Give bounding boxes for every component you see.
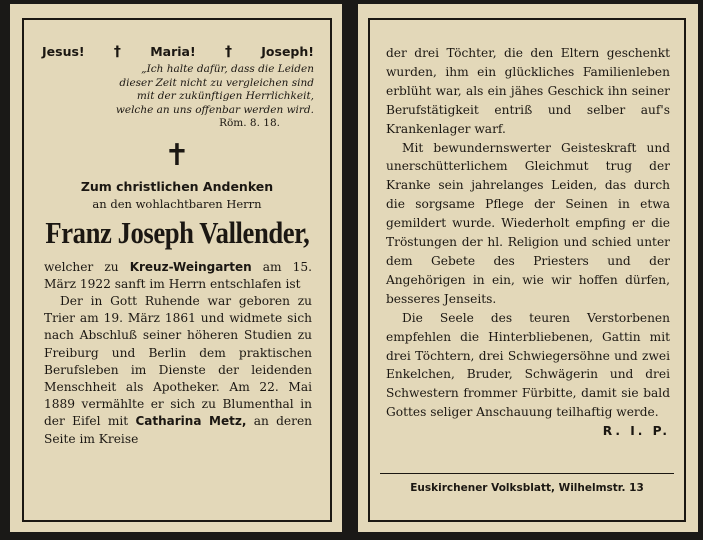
small-cross-icon: † <box>113 44 121 60</box>
small-cross-icon: † <box>224 44 232 60</box>
quote-line: „Ich halte dafür, dass die Leiden <box>141 63 314 75</box>
prayer-paragraph: Die Seele des teuren Verstorbenen empfehlen die Hinterbliebenen, Gattin mit drei Töchtern, drei Schwiegersöhne und zwei Enkelchen, Bruder, Schwägerin und drei Schwestern frommer Fürbitte, damit sie bald Gottes seliger Anschauung teilhaftig werde. R. I. P. <box>386 309 670 422</box>
deceased-name: Franz Joseph Vallender, <box>45 214 310 250</box>
invocation-jesus: Jesus! <box>42 44 85 59</box>
cross-icon: ✝ <box>164 137 190 173</box>
place-name: Kreuz-Weingarten <box>129 259 252 274</box>
quote-line: dieser Zeit nicht zu vergleichen sind <box>119 76 314 89</box>
right-frame <box>368 18 686 522</box>
wife-name: Catharina Metz, <box>135 414 247 429</box>
left-card <box>10 4 342 532</box>
rip-text: R. I. P. <box>602 424 670 439</box>
quote-reference: Röm. 8. 18. <box>219 117 280 129</box>
printer-imprint: Euskirchener Volksblatt, Wilhelmstr. 13 <box>410 482 644 494</box>
bible-quote <box>84 63 314 131</box>
quote-line: welche an uns offenbar werden wird. <box>115 103 314 116</box>
left-frame <box>22 18 332 522</box>
memorial-heading: Zum christlichen Andenken <box>80 178 274 194</box>
memorial-subheading: an den wohlachtbaren Herrn <box>92 196 262 211</box>
family-paragraph: der drei Töchter, die den Eltern geschenkt wurden, ihm ein glückliches Familienleben erblüht war, als ein jähes Geschick ihn seiner Berufstätigkeit entriß und selber auf's Krankenlager warf. <box>386 46 670 136</box>
biography-paragraph: Der in Gott Ruhende war geboren zu Trier am 19. März 1861 und widmete sich nach Abschluß seiner höheren Studien zu Freiburg und Berlin dem praktischen Berufsleben im Dienste der leidenden Menschheit als Apotheker. Am 22. Mai 1889 vermählte er sich zu Blumenthal in der Eifel mit Catharina Metz, an deren Seite im Kreise <box>44 293 313 446</box>
quote-line: mit der zukünftigen Herrlichkeit, <box>136 90 314 102</box>
illness-paragraph: Mit bewundernswerter Geisteskraft und unerschütterlichem Gleichmut trug der Kranke sein jahrelanges Leiden, das durch die sorgsame Pflege der Seinen in etwa gemildert wurde. Wiederholt empfing er die Tröstungen der hl. Religion und schied unter dem Gebete des Priesters und der Angehörigen in ein, wie wir hoffen dürfen, besseres Jenseits. <box>386 140 670 306</box>
imprint-divider <box>380 473 674 474</box>
invocation-line <box>42 44 314 60</box>
death-paragraph: welcher zu Kreuz-Weingarten am 15. März 1922 sanft im Herrn entschlafen ist <box>44 259 312 291</box>
left-body-text <box>44 259 312 448</box>
invocation-joseph: Joseph! <box>261 44 314 59</box>
right-card <box>358 4 698 532</box>
invocation-maria: Maria! <box>150 44 196 59</box>
right-body-text <box>386 44 670 439</box>
